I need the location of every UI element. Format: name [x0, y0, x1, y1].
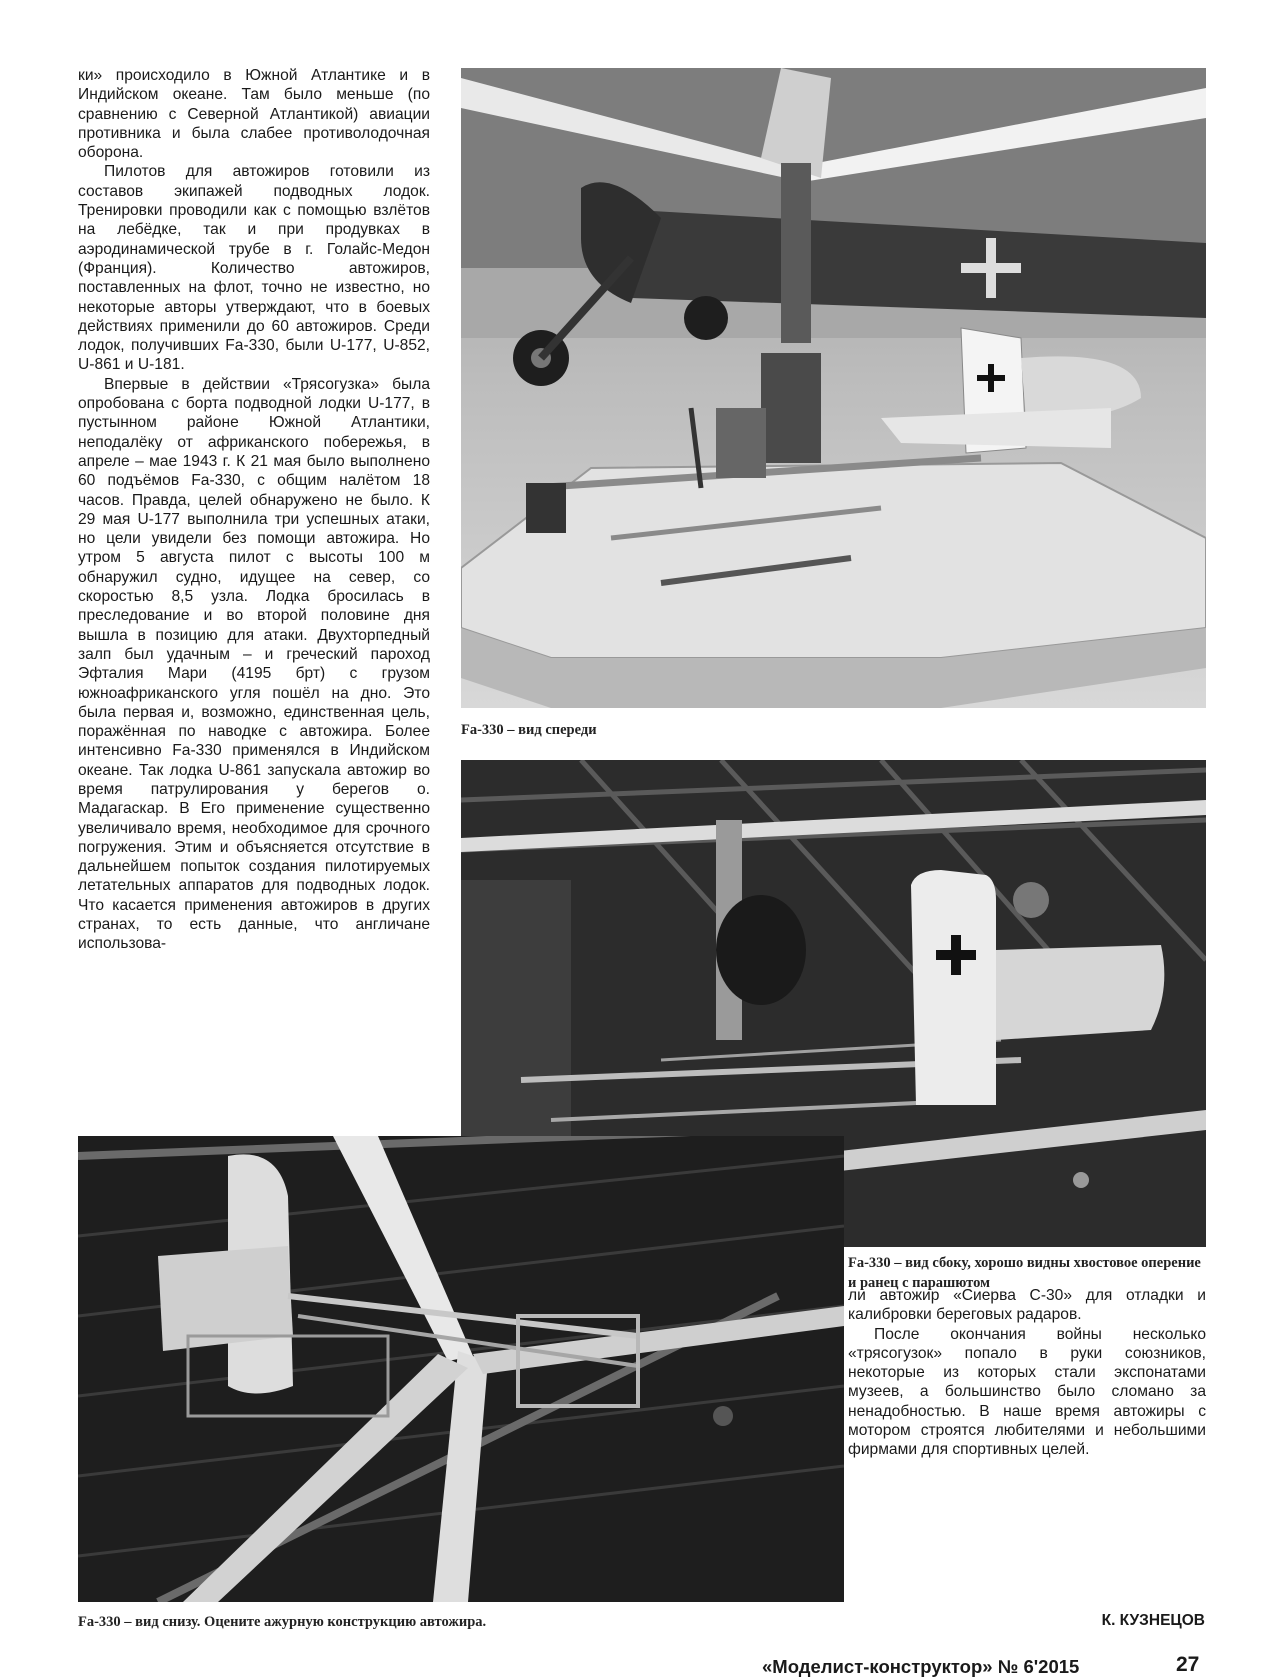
paragraph: ли автожир «Сиерва С-30» для отладки и калибровки береговых радаров.: [848, 1287, 1206, 1324]
footer-magazine-title: «Моделист-конструктор» № 6'2015: [762, 1656, 1080, 1677]
paragraph: Впервые в действии «Трясогузка» была опробована с борта подводной лодки U-177, в пустынном районе Южной Атлантики, неподалёку от африканского побережья, в апреле – мае 1943 г. К 21 мая было выполнено 60 подъёмов Fa-330, с общим налётом 18 часов. Правда, целей обнаружено не было. К 29 мая U-177 выполнила три успешных атаки, но цели увидели без помощи автожира. Но утром 5 августа пилот с высоты 100 м обнаружил судно, идущее на север, со скоростью 8,5 узла. Лодка бросилась в преследование и во второй половине дня вышла в позицию для атаки. Двухторпедный залп был удачным – и греческий пароход Эфталия Мари (4195 брт) с грузом южноафриканского угля пошёл на дно. Это была первая и, возможно, единственная цель, поражённая по наводке с автожира. Более интенсивно Fa-330 применялся в Индийском океане. Так лодка U-861 запускала автожир во время патрулирования у берегов о. Мадагаскар. В Его применение существенно увеличивало время, необходимое для срочного погружения. Этим и объясняется отсутствие в дальнейшем попыток создания пилотируемых летательных аппаратов для подводных лодок. Что касается применения автожиров в других странах, то есть данные, что англичане использова-: [78, 375, 430, 953]
author-signature: К. КУЗНЕЦОВ: [1101, 1612, 1205, 1629]
photo-caption: Fa-330 – вид снизу. Оцените ажурную конструкцию автожира.: [78, 1614, 487, 1630]
photo-under-view: [78, 1136, 844, 1602]
photo-caption: Fa-330 – вид спереди: [461, 722, 597, 738]
article-right-column: [848, 1286, 1206, 1460]
paragraph: ки» происходило в Южной Атлантике и в Индийском океане. Там было меньше (по сравнению с Северной Атлантикой) авиации противника и была слабее противолодочная оборона.: [78, 67, 430, 162]
page-number: 27: [1176, 1653, 1200, 1676]
article-left-column: [78, 66, 430, 954]
photo-caption: Fa-330 – вид сбоку, хорошо видны хвостовое оперение и ранец с парашютом: [848, 1255, 1201, 1291]
paragraph: Пилотов для автожиров готовили из составов экипажей подводных лодок. Тренировки проводили как с помощью взлётов на лебёдке, так и при продувках в аэродинамической трубе в г. Голайс-Медон (Франция). Количество автожиров, поставленных на флот, точно не известно, но некоторые авторы утверждают, что в боевых действиях применили до 60 автожиров. Среди лодок, получивших Fa-330, были U-177, U-852, U-861 и U-181.: [78, 163, 430, 374]
photo-front-view: [461, 68, 1206, 708]
paragraph: После окончания войны несколько «трясогузок» попало в руки союзников, некоторые из которых стали экспонатами музеев, а большинство было сломано за ненадобностью. В наше время автожиры с мотором строятся любителями и небольшими фирмами для спортивных целей.: [848, 1325, 1206, 1459]
